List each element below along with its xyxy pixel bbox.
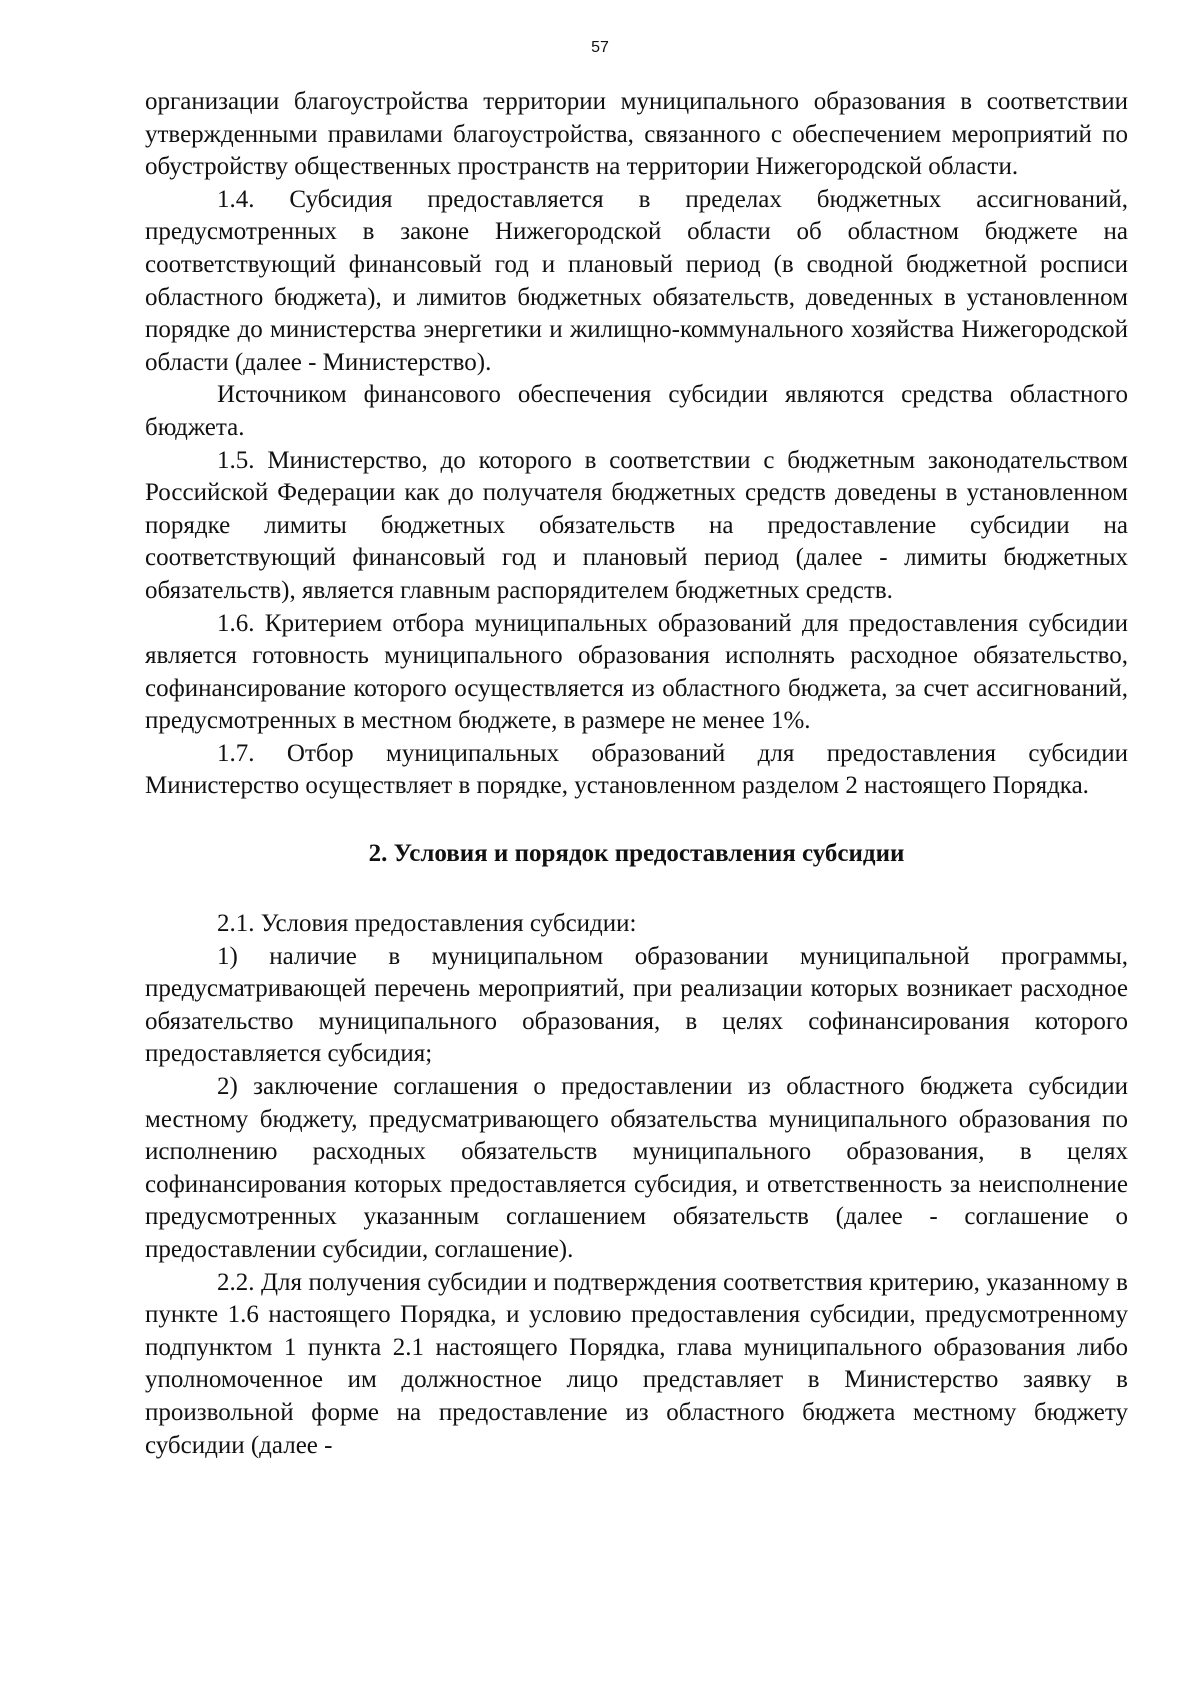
paragraph-2-2: 2.2. Для получения субсидии и подтверждения соответствия критерию, указанному в пункте 1.6 настоящего Порядка, и условию предоставления субсидии, предусмотренному подпунктом 1 пункта 2.1 настоящего Порядка, глава муниципального образования либо уполномоченное им должностное лицо представляет в Министерство заявку в произвольной форме на предоставление из областного бюджета местному бюджету субсидии (далее - bbox=[145, 1268, 1128, 1459]
page-number: 57 bbox=[591, 39, 609, 56]
paragraph-1-7: 1.7. Отбор муниципальных образований для предоставления субсидии Министерство осуществляет в порядке, установленном разделом 2 настоящего Порядка. bbox=[145, 739, 1128, 800]
document-body bbox=[145, 86, 1128, 1462]
paragraph-2-1: 2.1. Условия предоставления субсидии: bbox=[217, 910, 637, 938]
paragraph-2-1-item-1: 1) наличие в муниципальном образовании муниципальной программы, предусматривающей перечень мероприятий, при реализации которых возникает расходное обязательство муниципального образования, в целях софинансирования которого предоставляется субсидия; bbox=[145, 942, 1128, 1068]
paragraph-1-6: 1.6. Критерием отбора муниципальных образований для предоставления субсидии является готовность муниципального образования исполнять расходное обязательство, софинансирование которого осуществляется из областного бюджета, за счет ассигнований, предусмотренных в местном бюджете, в размере не менее 1%. bbox=[145, 609, 1128, 735]
section-1-continuation bbox=[145, 86, 1128, 803]
paragraph-1-5: 1.5. Министерство, до которого в соответствии с бюджетным законодательством Российской Федерации как до получателя бюджетных средств доведены в установленном порядке лимиты бюджетных обязательств на предоставление субсидии на соответствующий финансовый год и плановый период (далее - лимиты бюджетных обязательств), является главным распорядителем бюджетных средств. bbox=[145, 446, 1128, 604]
paragraph-funding-source: Источником финансового обеспечения субсидии являются средства областного бюджета. bbox=[145, 381, 1128, 441]
paragraph-1-3-tail: организации благоустройства территории муниципального образования в соответствии утвержденными правилами благоустройства, связанного с обеспечением мероприятий по обустройству общественных пространств на территории Нижегородской области. bbox=[145, 88, 1128, 181]
paragraph-1-4: 1.4. Субсидия предоставляется в пределах бюджетных ассигнований, предусмотренных в законе Нижегородской области об областном бюджете на соответствующий финансовый год и плановый период (в сводной бюджетной росписи областного бюджета), и лимитов бюджетных обязательств, доведенных в установленном порядке до министерства энергетики и жилищно-коммунального хозяйства Нижегородской области (далее - Министерство). bbox=[145, 185, 1128, 376]
paragraph-2-1-item-2: 2) заключение соглашения о предоставлении из областного бюджета субсидии местному бюджету, предусматривающего обязательства муниципального образования по исполнению расходных обязательств муниципального образования, в целях софинансирования которых предоставляется субсидия, и ответственность за неисполнение предусмотренных указанным соглашением обязательств (далее - соглашение о предоставлении субсидии, соглашение). bbox=[145, 1073, 1128, 1263]
section-2 bbox=[145, 908, 1128, 1462]
section-heading: 2. Условия и порядок предоставления субсидии bbox=[368, 840, 905, 868]
